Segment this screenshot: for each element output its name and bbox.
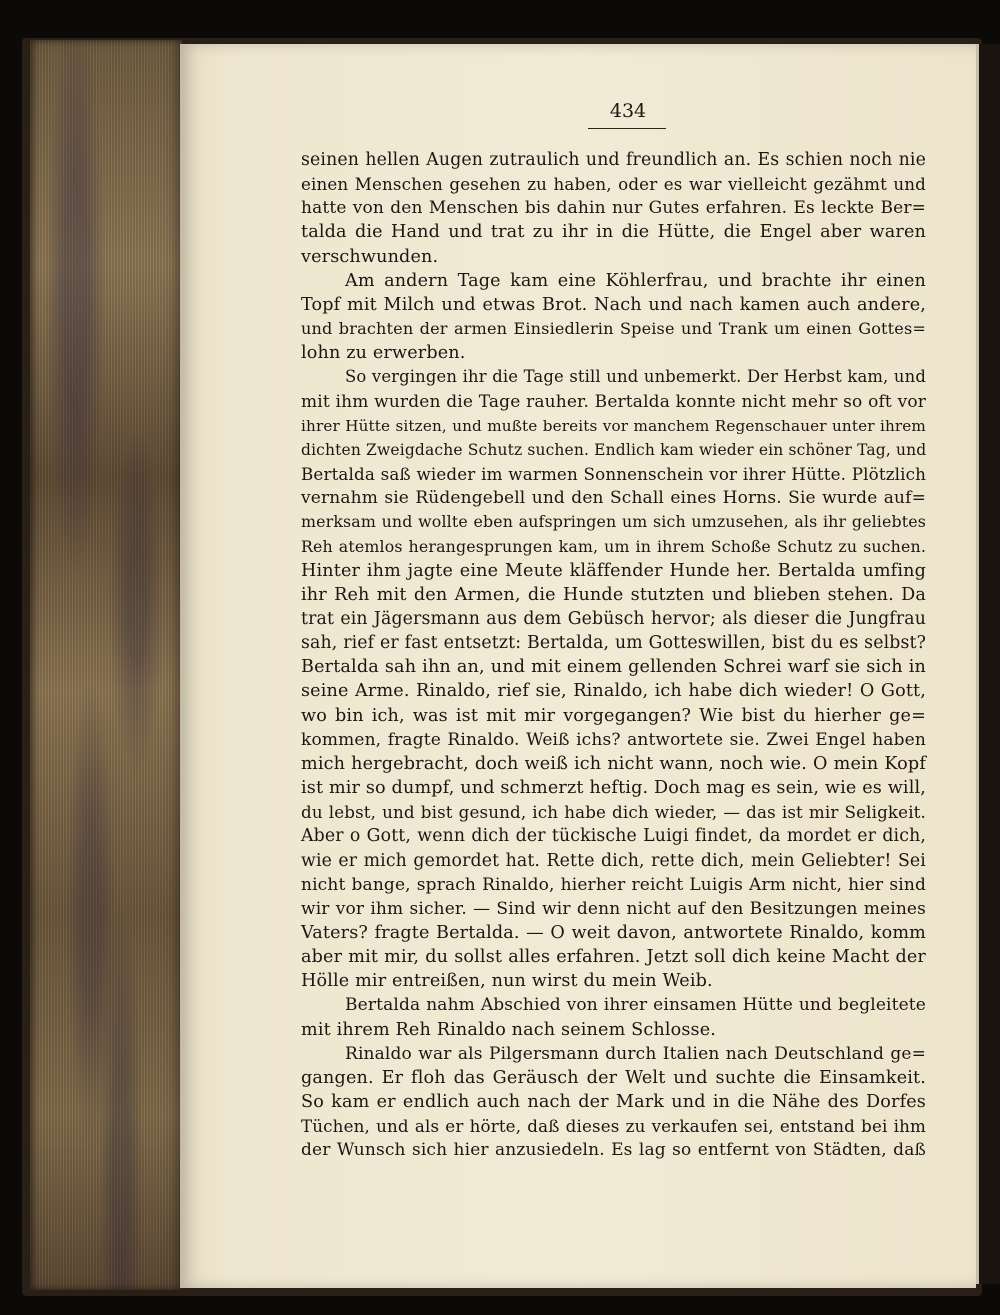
text-line: mit ihm wurden die Tage rauher. Bertalda konnte nicht mehr so oft vor [301,391,926,412]
text-line: trat ein Jägersmann aus dem Gebüsch hervor; als dieser die Jungfrau [301,608,926,629]
text-line: verschwunden. [301,246,439,267]
text-line: und brachten der armen Einsiedlerin Speise und Trank um einen Gottes= [301,319,926,339]
text-line: hatte von den Menschen bis dahin nur Gutes erfahren. Es leckte Ber= [301,198,926,219]
text-line: mit ihrem Reh Rinaldo nach seinem Schlosse. [301,1019,717,1040]
text-line: ihrer Hütte sitzen, und mußte bereits vor manchem Regenschauer unter ihrem [301,416,926,435]
text-line: aber mit mir, du sollst alles erfahren. Jetzt soll dich keine Macht der [301,947,926,968]
text-line: Vaters? fragte Bertalda. — O weit davon, antwortete Rinaldo, komm [301,923,926,943]
text-line: Hölle mir entreißen, nun wirst du mein Weib. [301,971,713,992]
body-text [301,148,926,1163]
text-line: der Wunsch sich hier anzusiedeln. Es lag so entfernt von Städten, daß [301,1140,926,1161]
text-line: seine Arme. Rinaldo, rief sie, Rinaldo, ich habe dich wieder! O Gott, [301,681,926,702]
text-line: wir vor ihm sicher. — Sind wir denn nicht auf den Besitzungen meines [301,898,926,919]
text-line: Tüchen, und als er hörte, daß dieses zu verkaufen sei, entstand bei ihm [301,1116,926,1137]
facing-page-edge [976,44,1000,1284]
page-number-rule [588,128,666,129]
text-line: lohn zu erwerben. [301,343,466,364]
text-line: Hinter ihm jagte eine Meute kläffender Hunde her. Bertalda umfing [301,560,926,581]
page-edges [30,40,182,1290]
text-line: Bertalda nahm Abschied von ihrer einsamen Hütte und begleitete [345,995,926,1016]
text-line: Aber o Gott, wenn dich der tückische Luigi findet, da mordet er dich, [301,826,926,847]
text-line: einen Menschen gesehen zu haben, oder es war vielleicht gezähmt und [301,174,926,195]
text-line: kommen, fragte Rinaldo. Weiß ichs? antwortete sie. Zwei Engel haben [301,729,926,750]
text-line: seinen hellen Augen zutraulich und freundlich an. Es schien noch nie [301,150,926,170]
text-line: mich hergebracht, doch weiß ich nicht wann, noch wie. O mein Kopf [301,753,926,774]
text-line: Am andern Tage kam eine Köhlerfrau, und brachte ihr einen [345,270,926,291]
text-line: talda die Hand und trat zu ihr in die Hütte, die Engel aber waren [301,222,926,243]
text-line: gangen. Er floh das Geräusch der Welt und suchte die Einsamkeit. [301,1067,926,1088]
text-line: sah, rief er fast entsetzt: Bertalda, um Gotteswillen, bist du es selbst? [301,633,926,654]
text-line: Topf mit Milch und etwas Brot. Nach und nach kamen auch andere, [301,294,926,315]
text-line: nicht bange, sprach Rinaldo, hierher reicht Luigis Arm nicht, hier sind [301,874,926,895]
text-line: Bertalda sah ihn an, und mit einem gellenden Schrei warf sie sich in [301,657,926,678]
text-line: So vergingen ihr die Tage still und unbemerkt. Der Herbst kam, und [345,367,926,387]
text-line: Rinaldo war als Pilgersmann durch Italien nach Deutschland ge= [345,1043,926,1064]
text-line: Bertalda saß wieder im warmen Sonnenschein vor ihrer Hütte. Plötzlich [301,464,926,485]
page-number: 434 [609,100,647,122]
text-line: Reh atemlos herangesprungen kam, um in ihrem Schoße Schutz zu suchen. [301,536,926,556]
text-line: wo bin ich, was ist mit mir vorgegangen? Wie bist du hierher ge= [301,705,926,726]
text-line: So kam er endlich auch nach der Mark und in die Nähe des Dorfes [301,1092,926,1113]
marbled-edge-pattern [30,40,182,1290]
text-line: du lebst, und bist gesund, ich habe dich wieder, — das ist mir Seligkeit. [301,802,926,823]
text-line: wie er mich gemordet hat. Rette dich, rette dich, mein Geliebter! Sei [301,850,926,871]
text-line: ist mir so dumpf, und schmerzt heftig. Doch mag es sein, wie es will, [301,778,926,799]
text-line: vernahm sie Rüdengebell und den Schall eines Horns. Sie wurde auf= [301,488,926,509]
text-line: ihr Reh mit den Armen, die Hunde stutzten und blieben stehen. Da [301,584,926,605]
text-line: merksam und wollte eben aufspringen um sich umzusehen, als ihr geliebtes [301,512,926,532]
text-line: dichten Zweigdache Schutz suchen. Endlich kam wieder ein schöner Tag, und [301,440,927,459]
